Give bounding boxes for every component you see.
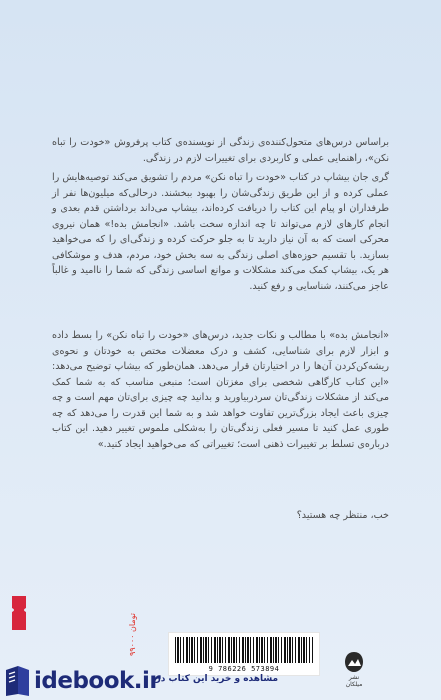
ticket-icon bbox=[8, 594, 30, 632]
description-paragraph: گری جان بیشاپ در کتاب «خودت را تباه نکن» مردم را تشویق می‌کند توصیه‌هایش را عملی کرده و از این طریق زندگی‌شان را بهبود ببخشند. درحالی‌که میلیون‌ها نفر از طرفداران او پیام این کتاب را دریافت کرده‌اند، بیشاپ می‌داند برداشتن قدم بعدی و انجام کارهای لازم می‌تواند تا چه اندازه سخت باشد. «انجامش بده!» همان نیروی محرکی است که به آن نیاز دارید تا به جلو حرکت کرده و زندگی‌ای را که می‌خواهید بسازید. با تقسیم حوزه‌های اصلی زندگی به سه بخش خود، مردم، هدف و موشکافی هر یک، بیشاپ کمک می‌کند مشکلات و موانع اساسی زندگی که شما را ناامید و غالباً عاجز می‌کنند، شناسایی و رفع کنید. bbox=[52, 172, 389, 292]
details-paragraph: «انجامش بده» با مطالب و نکات جدید، درس‌های «خودت را تباه نکن» را بسط داده و ابزار لازم برای شناسایی، کشف و درک معضلات مختص به خودتان و نحوه‌ی ریشه‌کن‌کردن آن‌ها را در اختیارتان قرار می‌دهد. همان‌طور که بیشاپ توضیح می‌دهد: «این کتاب کارگاهی شخصی برای مغزتان است؛ منبعی مناسب که به شما کمک می‌کند از مشکلات زندگی‌تان سردربیاورید و بدانید چه چیزی برای‌تان مهم است و چه چیزی باعث ایجاد بزرگ‌ترین تفاوت خواهد شد و به شما این قدرت را می‌دهد که چه طوری عمل کنید تا مسیر فعلی زندگی‌تان را به‌شکلی ملموس تغییر دهید. این کتاب درباره‌ی تسلط بر تغییرات ذهنی است؛ تغییراتی که می‌خواهید ایجاد کنید.» bbox=[52, 330, 389, 450]
barcode-bars bbox=[175, 637, 313, 663]
idebook-brand: idebook.ir bbox=[34, 668, 161, 694]
idebook-watermark[interactable] bbox=[0, 664, 360, 700]
publisher-name: نشر میلکان bbox=[345, 674, 363, 688]
closing-question: خب، منتظر چه هستید؟ bbox=[296, 510, 389, 521]
barcode-digits: 9 786226 573894 bbox=[208, 665, 280, 673]
book-icon bbox=[2, 664, 32, 698]
intro-paragraph: براساس درس‌های متحول‌کننده‌ی زندگی از نویسنده‌ی کتاب پرفروش «خودت را تباه نکن»، راهنمایی عملی و کاربردی برای تغییرات لازم در زندگی. bbox=[52, 137, 389, 164]
idebook-note: مشاهده و خرید این کتاب در: bbox=[152, 674, 279, 684]
price-label: ۹۹۰۰۰ تومان bbox=[128, 613, 137, 657]
